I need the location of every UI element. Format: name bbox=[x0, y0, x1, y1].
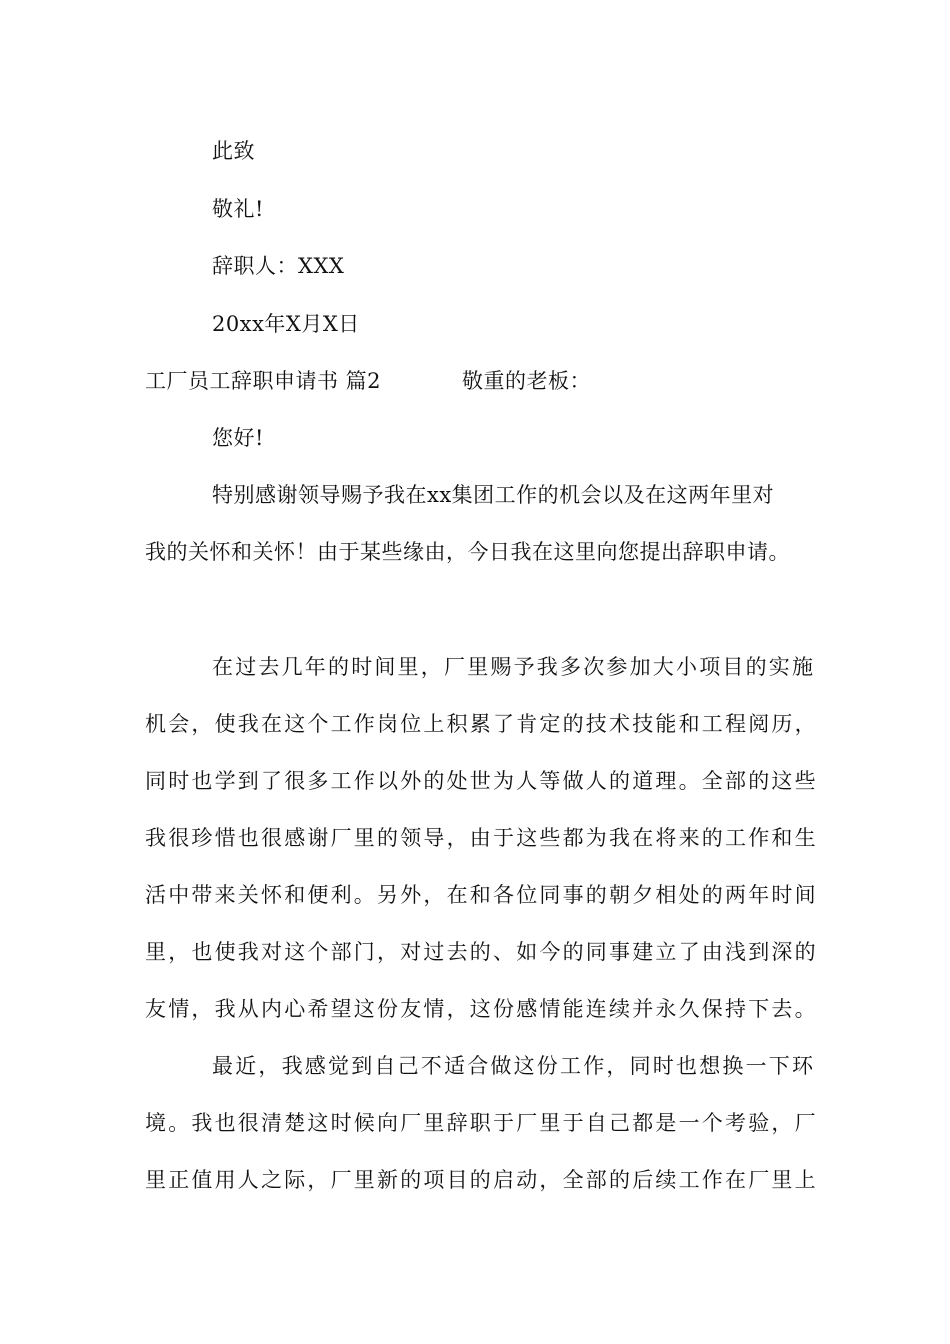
date-line: 20xx年X月X日 bbox=[212, 312, 360, 336]
paragraph-3-line-3: 里正值用人之际，厂里新的项目的启动，全部的后续工作在厂里上 bbox=[145, 1168, 818, 1192]
closing-jingli: 敬礼! bbox=[212, 197, 264, 221]
closing-cizhi: 此致 bbox=[212, 139, 255, 163]
paragraph-3-line-2: 境。我也很清楚这时候向厂里辞职于厂里于自己都是一个考验，厂 bbox=[145, 1111, 818, 1135]
signer-line: 辞职人：XXX bbox=[212, 254, 345, 278]
paragraph-1-line-2: 我的关怀和关怀！由于某些缘由，今日我在这里向您提出辞职申请。 bbox=[145, 540, 790, 564]
paragraph-2-line-5: 活中带来关怀和便利。另外，在和各位同事的朝夕相处的两年时间 bbox=[145, 883, 818, 907]
paragraph-2-line-7: 友情，我从内心希望这份友情，这份感情能连续并永久保持下去。 bbox=[145, 997, 818, 1021]
paragraph-3-line-1: 最近，我感觉到自己不适合做这份工作，同时也想换一下环 bbox=[212, 1054, 816, 1078]
greeting: 您好! bbox=[212, 426, 264, 450]
salutation: 敬重的老板： bbox=[462, 369, 591, 393]
paragraph-2-line-3: 同时也学到了很多工作以外的处世为人等做人的道理。全部的这些 bbox=[145, 769, 818, 793]
paragraph-2-line-4: 我很珍惜也很感谢厂里的领导，由于这些都为我在将来的工作和生 bbox=[145, 826, 818, 850]
section-heading: 工厂员工辞职申请书 篇2 bbox=[145, 369, 382, 393]
paragraph-2-line-2: 机会，使我在这个工作岗位上积累了肯定的技术技能和工程阅历， bbox=[145, 712, 818, 736]
paragraph-2-line-1: 在过去几年的时间里，厂里赐予我多次参加大小项目的实施 bbox=[212, 655, 816, 679]
paragraph-1-line-1: 特别感谢领导赐予我在xx集团工作的机会以及在这两年里对 bbox=[212, 483, 775, 507]
paragraph-2-line-6: 里，也使我对这个部门，对过去的、如今的同事建立了由浅到深的 bbox=[145, 940, 818, 964]
